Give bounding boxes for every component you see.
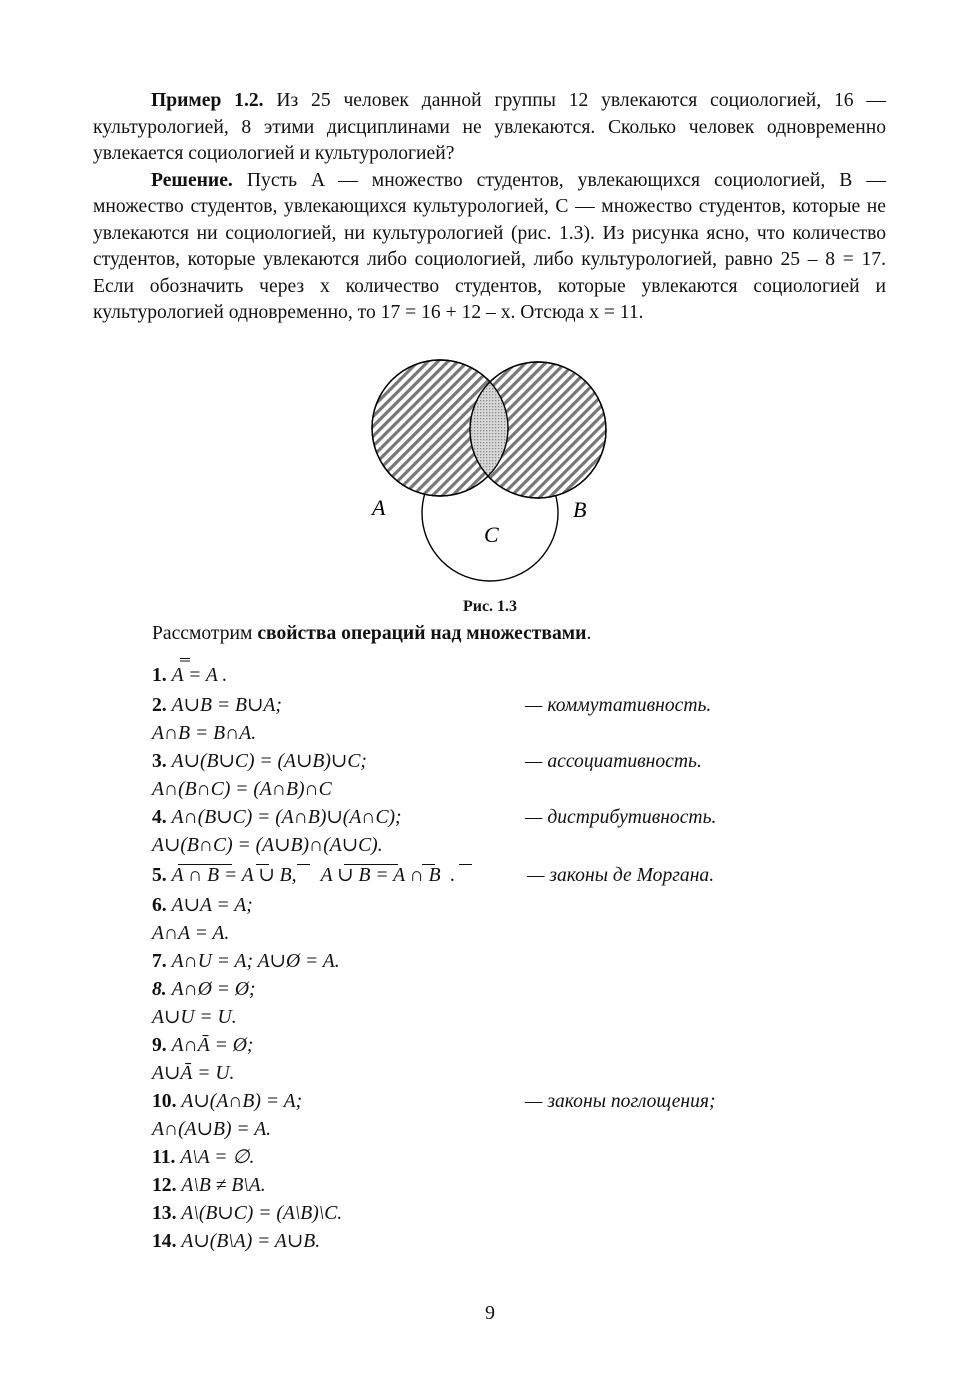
property-formula: A∩(A∪B) = A. bbox=[152, 1119, 272, 1140]
property-formula: A∪(B\A) = A∪B. bbox=[181, 1231, 321, 1252]
example-label: Пример 1.2. bbox=[151, 90, 264, 111]
overline-a-2 bbox=[422, 864, 435, 865]
property-number: 9. bbox=[152, 1035, 167, 1056]
property-number: 4. bbox=[152, 807, 167, 828]
property-row bbox=[152, 1088, 872, 1116]
property-note: — законы де Моргана. bbox=[527, 865, 715, 886]
property-formula: A∪(B∪C) = (A∪B)∪C; bbox=[171, 751, 367, 772]
properties-list bbox=[152, 653, 872, 1256]
property-row bbox=[152, 1172, 872, 1200]
property-formula: A∪(B∩C) = (A∪B)∩(A∪C). bbox=[152, 835, 383, 856]
property-row bbox=[152, 653, 872, 692]
property-row bbox=[152, 1116, 872, 1144]
property-number: 6. bbox=[152, 895, 167, 916]
property-row bbox=[152, 720, 872, 748]
property-row bbox=[152, 860, 872, 892]
label-a: A bbox=[372, 495, 386, 520]
property-formula: A∩Ø = Ø; bbox=[171, 979, 256, 1000]
property-note: — законы поглощения; bbox=[525, 1091, 716, 1112]
property-number: 10. bbox=[152, 1091, 177, 1112]
properties-intro bbox=[152, 623, 591, 645]
property-number: 2. bbox=[152, 695, 167, 716]
solution-paragraph bbox=[93, 168, 886, 327]
property-formula: A∩(B∩C) = (A∩B)∩C bbox=[152, 779, 332, 800]
property-row bbox=[152, 892, 872, 920]
property-formula: A∪(A∩B) = A; bbox=[181, 1091, 303, 1112]
property-formula: A∩B = B∩A. bbox=[152, 723, 257, 744]
overline-b bbox=[297, 864, 310, 865]
overline-a-cup-b bbox=[344, 864, 398, 865]
solution-label: Решение. bbox=[151, 169, 233, 191]
example-text: Из 25 человек данной группы 12 увлекаются социологией, 16 — культурологией, 8 этими дисциплинами не увлекаются. Сколько человек одновременно увлекается социологией и культурологией? bbox=[93, 90, 886, 164]
property-note: — дистрибутивность. bbox=[525, 807, 717, 828]
property-formula: A\(B∪C) = (A\B)\C. bbox=[181, 1203, 343, 1224]
overline-b-2 bbox=[459, 864, 472, 865]
property-row bbox=[152, 748, 872, 776]
property-formula: A∩U = A; A∪Ø = A. bbox=[171, 951, 340, 972]
property-row bbox=[152, 1004, 872, 1032]
property-row bbox=[152, 1144, 872, 1172]
venn-diagram bbox=[360, 358, 620, 588]
intro-plain: Рассмотрим bbox=[152, 623, 258, 644]
property-formula: A\B ≠ B\A. bbox=[181, 1175, 266, 1196]
property-formula: A∩A = A. bbox=[152, 923, 230, 944]
property-formula: A∪A = A; bbox=[171, 895, 253, 916]
property-number: 11. bbox=[152, 1147, 176, 1168]
property-row bbox=[152, 1228, 872, 1256]
property-row bbox=[152, 920, 872, 948]
property-number: 13. bbox=[152, 1203, 177, 1224]
property-number: 3. bbox=[152, 751, 167, 772]
page-number: 9 bbox=[485, 1302, 495, 1324]
property-row bbox=[152, 948, 872, 976]
property-formula: A∩Ā = Ø; bbox=[171, 1035, 254, 1056]
property-row bbox=[152, 1032, 872, 1060]
label-b: B bbox=[573, 497, 587, 522]
property-number: 1. bbox=[152, 665, 167, 686]
property-formula: A = A . bbox=[171, 665, 228, 686]
property-number: 12. bbox=[152, 1175, 177, 1196]
property-row bbox=[152, 776, 872, 804]
property-formula: A∪B = B∪A; bbox=[171, 695, 282, 716]
figure-caption: Рис. 1.3 bbox=[462, 598, 518, 615]
label-c: C bbox=[484, 522, 499, 547]
property-row bbox=[152, 1060, 872, 1088]
property-number: 5. bbox=[152, 865, 167, 886]
venn-svg bbox=[360, 358, 620, 588]
solution-text: Пусть A — множество студентов, увлекающихся социологией, B — множество студентов, увлекающихся культурологией, C — множество студентов, которые не увлекаются ни социологией, ни культурологией (рис. 1.3). Из рисунка ясно, что количество студентов, которые увлекаются либо социологией, либо культурологией, равно 25 – 8 = 17. Если обозначить через x количество студентов, которые увлекаются социологией и культурологией одновременно, то 17 = 16 + 12 – x. Отсюда x = 11. bbox=[93, 169, 886, 323]
property-row bbox=[152, 832, 872, 860]
property-note: — коммутативность. bbox=[525, 695, 712, 716]
property-formula: A∪Ā = U. bbox=[152, 1063, 235, 1084]
property-formula: A∩(B∪C) = (A∩B)∪(A∩C); bbox=[171, 807, 402, 828]
property-formula: A ∩ B = A ∪ B, A ∪ B = A ∩ B . bbox=[171, 865, 456, 886]
overline-a bbox=[256, 864, 269, 865]
property-number: 14. bbox=[152, 1231, 177, 1252]
property-note: — ассоциативность. bbox=[525, 751, 702, 772]
double-overline-mark: ═ bbox=[180, 653, 190, 668]
property-row bbox=[152, 804, 872, 832]
property-row bbox=[152, 1200, 872, 1228]
text-block bbox=[93, 88, 886, 327]
property-formula: A∪U = U. bbox=[152, 1007, 237, 1028]
property-number: 7. bbox=[152, 951, 167, 972]
property-number: 8. bbox=[152, 979, 167, 1000]
intro-end: . bbox=[586, 623, 592, 644]
example-paragraph bbox=[93, 88, 886, 168]
property-row bbox=[152, 692, 872, 720]
property-formula: A\A = ∅. bbox=[180, 1147, 255, 1168]
property-row bbox=[152, 976, 872, 1004]
intro-bold: свойства операций над множествами bbox=[257, 623, 587, 644]
overline-a-cap-b bbox=[178, 864, 232, 865]
